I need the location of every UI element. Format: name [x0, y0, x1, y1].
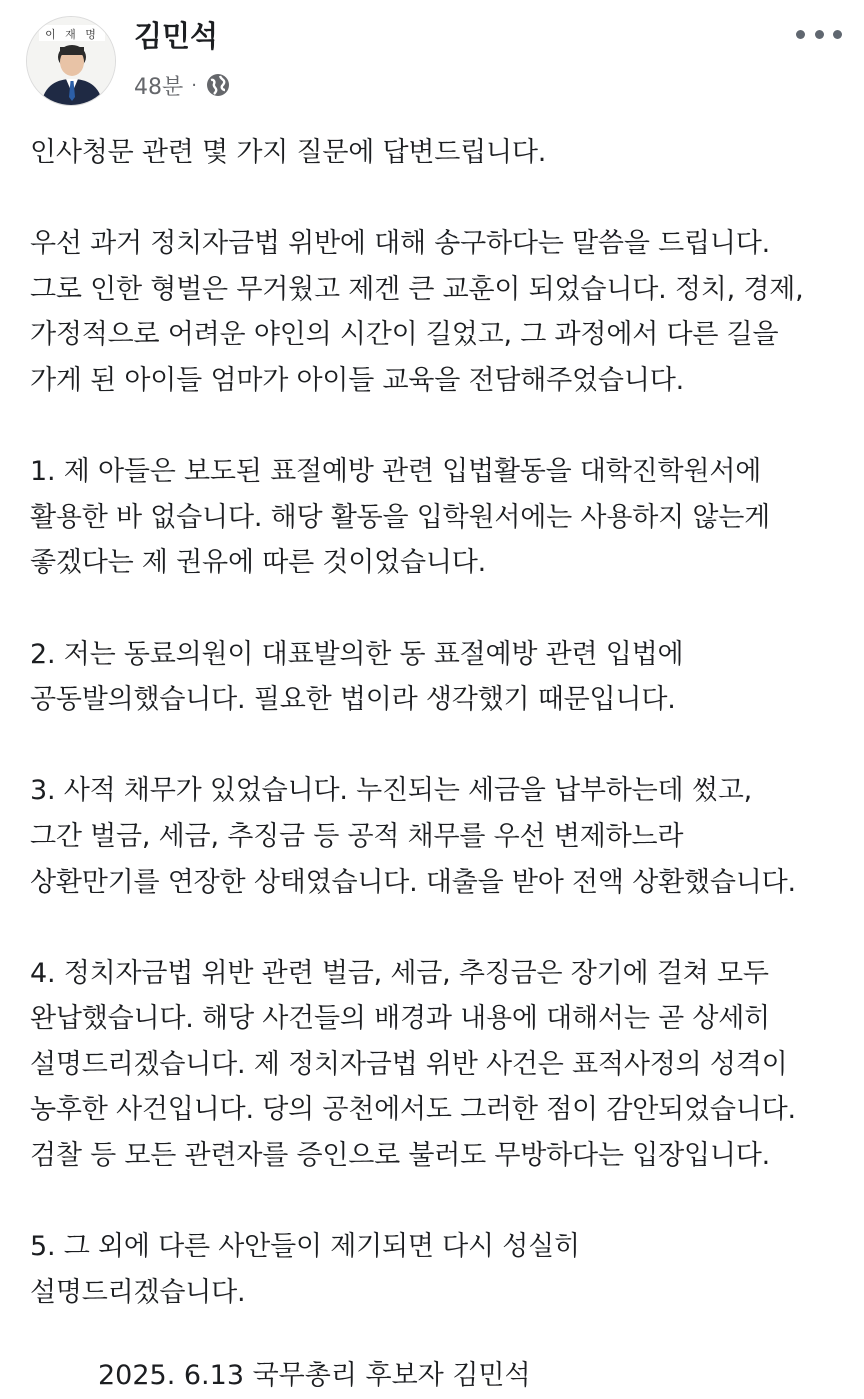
post-apology-paragraph: 우선 과거 정치자금법 위반에 대해 송구하다는 말씀을 드립니다. 그로 인한 형벌은 무거웠고 제겐 큰 교훈이 되었습니다. 정치, 경제, 가정적으로 어려운 야인의 시간이 길었고, 그 과정에서 다른 길을 가게 된 아이들 엄마가 아이들 교육을 전담해주었습니다.: [30, 228, 804, 396]
avatar-nameplate-text: 이 재 명: [45, 28, 99, 41]
post-point-3: 3. 사적 채무가 있었습니다. 누진되는 세금을 납부하는데 썼고, 그간 벌금, 세금, 추징금 등 공적 채무를 우선 변제하느라 상환만기를 연장한 상태였습니다. 대출을 받아 전액 상환했습니다.: [30, 775, 796, 898]
more-dot: [796, 30, 805, 39]
post-time[interactable]: 48분: [134, 74, 184, 100]
author-name[interactable]: 김민석: [134, 19, 219, 53]
post-intro: 인사청문 관련 몇 가지 질문에 답변드립니다.: [30, 137, 547, 168]
more-dot: [815, 30, 824, 39]
post-meta: [134, 68, 231, 102]
post-point-2: 2. 저는 동료의원이 대표발의한 동 표절예방 관련 입법에 공동발의했습니다. 필요한 법이라 생각했기 때문입니다.: [30, 638, 684, 716]
post-point-1: 1. 제 아들은 보도된 표절예방 관련 입법활동을 대학진학원서에 활용한 바 없습니다. 해당 활동을 입학원서에는 사용하지 않는게 좋겠다는 제 권유에 따른 것이었습니다.: [30, 456, 770, 579]
author-avatar[interactable]: [26, 16, 116, 106]
post-point-4: 4. 정치자금법 위반 관련 벌금, 세금, 추징금은 장기에 걸쳐 모두 완납했습니다. 해당 사건들의 배경과 내용에 대해서는 곧 상세히 설명드리겠습니다. 제 정치자금법 위반 사건은 표적사정의 성격이 농후한 사건입니다. 당의 공천에서도 그러한 점이 감안되었습니다. 검찰 등 모든 관련자를 증인으로 불러도 무방하다는 입장입니다.: [30, 957, 796, 1172]
meta-separator: ·: [191, 74, 197, 96]
more-options-icon[interactable]: [796, 22, 842, 46]
post-body: [30, 130, 850, 1361]
post-header: [0, 0, 864, 120]
avatar-portrait-image: [27, 17, 116, 106]
globe-icon[interactable]: [205, 72, 231, 98]
post-point-5: 5. 그 외에 다른 사안들이 제기되면 다시 성실히 설명드리겠습니다.: [30, 1231, 580, 1308]
more-dot: [833, 30, 842, 39]
post-signature: 2025. 6.13 국무총리 후보자 김민석: [98, 1360, 531, 1391]
